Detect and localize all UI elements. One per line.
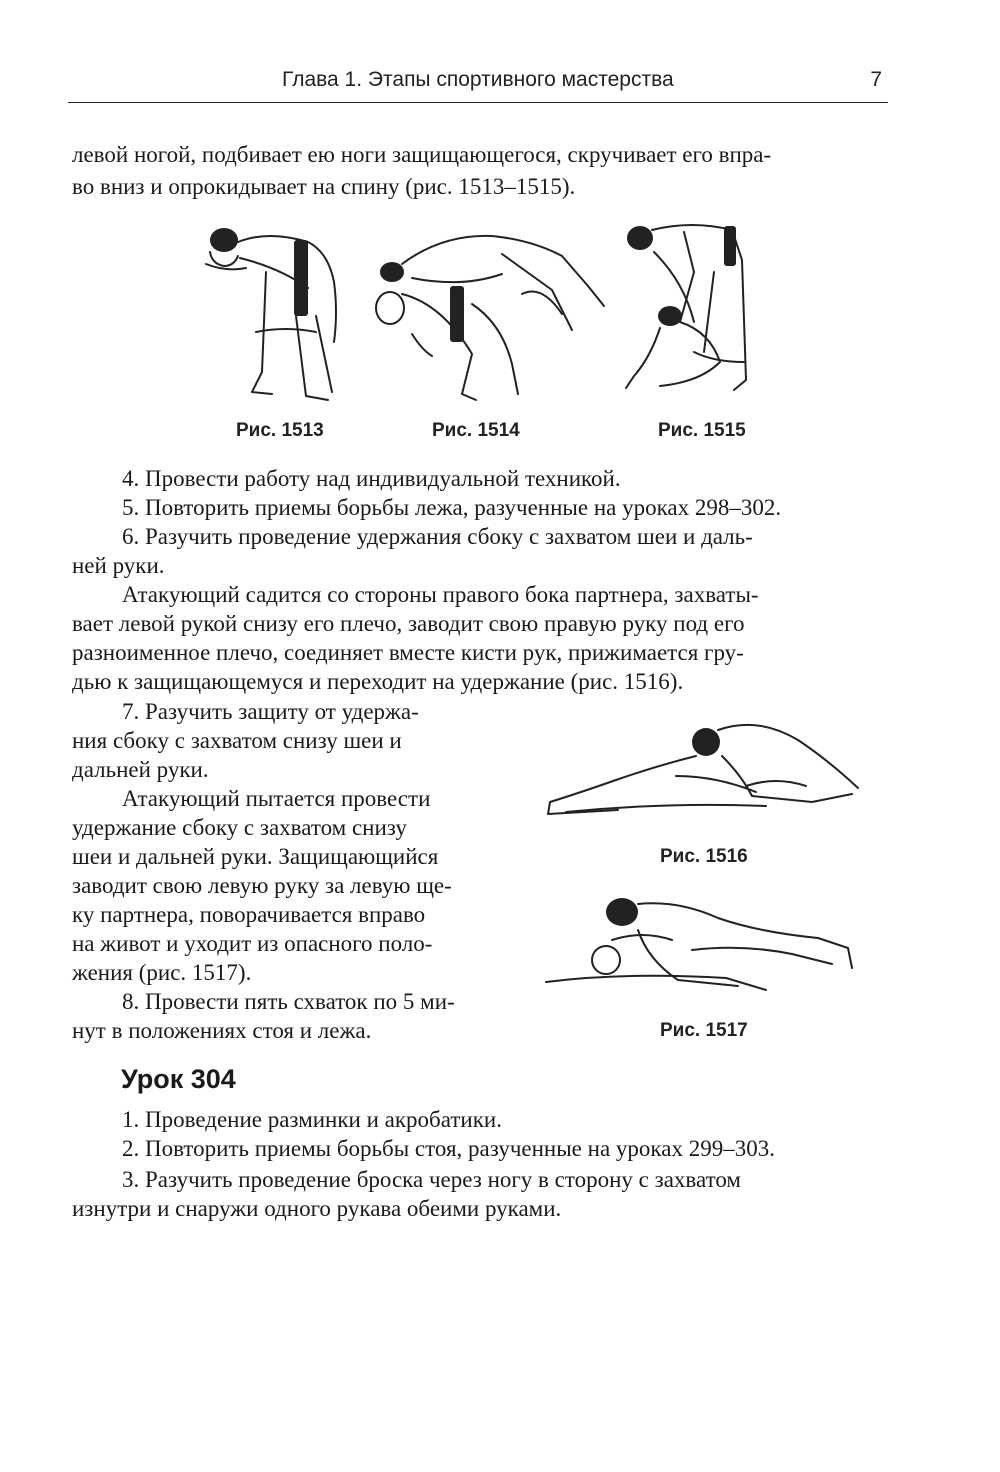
running-header — [68, 64, 888, 103]
lesson-304-item-2-text: 2. Повторить приемы борьбы стоя, разученные на уроках 299–303. — [122, 1136, 775, 1161]
para-attack-line-3: разноименное плечо, соединяет вместе кисти рук, прижимается гру- — [72, 640, 744, 665]
para-attack-line-1 — [72, 580, 886, 609]
figure-1515-illustration — [624, 212, 758, 408]
figure-1514-caption: Рис. 1514 — [432, 420, 520, 441]
para-attack-text-1: Атакующий садится со стороны правого бока партнера, захваты- — [122, 582, 759, 607]
lesson-304-item-1-text: 1. Проведение разминки и акробатики. — [122, 1107, 502, 1132]
para-attack-line-4: дью к защищающемуся и переходит на удержание (рис. 1516). — [72, 669, 684, 694]
chapter-title: Глава 1. Этапы спортивного мастерства — [282, 68, 674, 91]
intro-line-1: левой ногой, подбивает ею ноги защищающегося, скручивает его впра- — [72, 142, 772, 167]
item-4 — [72, 464, 886, 493]
figure-1516-caption: Рис. 1516 — [660, 846, 748, 867]
item-5 — [72, 493, 886, 522]
item-7-line-1 — [72, 697, 500, 726]
lesson-304-heading: Урок 304 — [121, 1064, 236, 1094]
para-def-text-1: Атакующий пытается провести — [122, 786, 431, 811]
intro-line-2: во вниз и опрокидывает на спину (рис. 1513–1515). — [72, 174, 576, 199]
figure-1513-caption: Рис. 1513 — [236, 420, 324, 441]
figure-1513-illustration — [196, 212, 346, 408]
para-def-line-5: ку партнера, поворачивается вправо — [72, 902, 426, 927]
lesson-304-item-3-text-1: 3. Разучить проведение броска через ногу в сторону с захватом — [122, 1167, 741, 1192]
item-4-text: 4. Провести работу над индивидуальной техникой. — [122, 466, 621, 491]
figure-1516-illustration — [546, 716, 862, 834]
lesson-304-item-3-line-1 — [72, 1165, 886, 1194]
para-attack-line-2: вает левой рукой снизу его плечо, заводит свою правую руку под его — [72, 611, 745, 636]
item-7-text-1: 7. Разучить защиту от удержа- — [122, 699, 419, 724]
figure-1517-caption: Рис. 1517 — [660, 1020, 748, 1041]
item-6-line-1 — [72, 522, 886, 551]
item-5-text: 5. Повторить приемы борьбы лежа, разученные на уроках 298–302. — [122, 495, 782, 520]
figure-1517-illustration — [542, 890, 862, 1006]
para-def-line-2: удержание сбоку с захватом снизу — [72, 815, 407, 840]
item-7-line-3: дальней руки. — [72, 757, 209, 782]
item-7-line-2: ния сбоку с захватом снизу шеи и — [72, 728, 402, 753]
para-def-line-6: на живот и уходит из опасного поло- — [72, 931, 433, 956]
para-def-line-4: заводит свою левую руку за левую ще- — [72, 873, 452, 898]
item-6-line-2: ней руки. — [72, 553, 165, 578]
lesson-304-item-2 — [72, 1134, 886, 1163]
para-def-line-3: шеи и дальней руки. Защищающийся — [72, 844, 439, 869]
item-8-line-2: нут в положениях стоя и лежа. — [72, 1018, 372, 1043]
page-number: 7 — [870, 68, 882, 91]
figure-1514-illustration — [372, 224, 608, 408]
para-def-line-7: жения (рис. 1517). — [72, 960, 252, 985]
lesson-304-item-3-line-2: изнутри и снаружи одного рукава обеими руками. — [72, 1196, 562, 1221]
lesson-304-item-1 — [72, 1105, 886, 1134]
item-6-text-1: 6. Разучить проведение удержания сбоку с захватом шеи и даль- — [122, 524, 753, 549]
figure-1515-caption: Рис. 1515 — [658, 420, 746, 441]
item-8-text-1: 8. Провести пять схваток по 5 ми- — [122, 989, 455, 1014]
item-8-line-1 — [72, 987, 500, 1016]
para-def-line-1 — [72, 784, 500, 813]
